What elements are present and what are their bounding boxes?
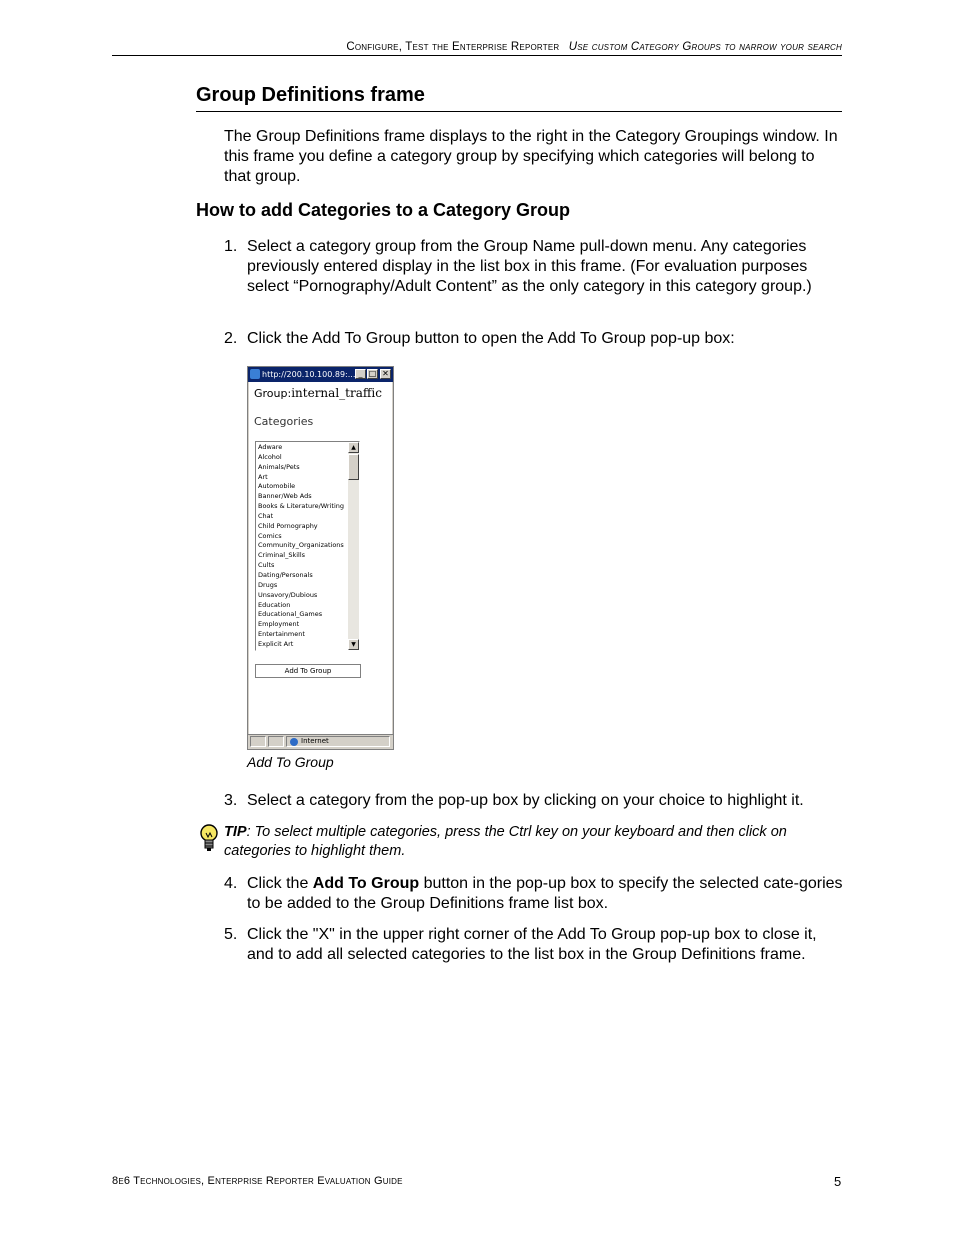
header-topic: Use custom Category Groups to narrow your search (568, 41, 842, 53)
group-label: Group: (254, 387, 292, 400)
category-list-item[interactable]: Dating/Personals (258, 570, 313, 579)
listbox-scrollbar[interactable] (348, 442, 359, 650)
scroll-down-icon[interactable]: ▼ (348, 639, 359, 650)
category-list-item[interactable]: Entertainment (258, 630, 305, 639)
status-bar (248, 734, 393, 749)
tip-label: TIP (224, 824, 247, 840)
maximize-icon[interactable]: □ (368, 369, 377, 378)
step-text: Click the Add To Group button to open the Add To Group pop-up box: (247, 330, 735, 347)
category-list-item[interactable]: Employment (258, 620, 300, 629)
category-list-item[interactable]: Explicit Art (258, 639, 294, 648)
step-number: 4. (224, 875, 238, 892)
group-name-line (254, 386, 382, 400)
popup-content (249, 382, 392, 736)
step-text: Select a category from the pop-up box by clicking on your choice to highlight it. (247, 792, 804, 809)
step-text: Select a category group from the Group Name pull-down menu. Any categories previously entered display in the list box in this frame. (For evaluation purposes select “Pornography/Adult Content” as the only category in this category group.) (247, 238, 812, 295)
step-text: Click the "X" in the upper right corner of the Add To Group pop-up box to close it, and to add all selected categories to the list box in the Group Definitions frame. (247, 926, 817, 963)
category-list-item[interactable]: Chat (258, 511, 274, 520)
category-list-item[interactable]: Art (258, 472, 268, 481)
category-list-item[interactable]: Automobile (258, 482, 296, 491)
tip-note (224, 823, 844, 861)
step-number: 1. (224, 238, 238, 255)
category-list-item[interactable]: Books & Literature/Writing (258, 502, 344, 511)
globe-icon (290, 738, 298, 746)
status-cell (250, 736, 266, 747)
page-number: 5 (834, 1174, 842, 1189)
category-list-item[interactable]: Comics (258, 531, 282, 540)
category-list (256, 442, 359, 650)
page-footer: 8e6 Technologies, Enterprise Reporter Evaluation Guide (112, 1175, 403, 1187)
zone-cell (286, 736, 390, 747)
category-list-item[interactable]: Adware (258, 443, 283, 451)
step-number: 3. (224, 792, 238, 809)
tip-text: : To select multiple categories, press the Ctrl key on your keyboard and then click on categories to highlight them. (224, 824, 787, 859)
step-number: 2. (224, 330, 238, 347)
category-list-item[interactable]: Animals/Pets (258, 462, 300, 471)
zone-label: Internet (301, 737, 329, 745)
category-list-item[interactable]: Unsavory/Dubious (258, 590, 318, 599)
category-list-item[interactable]: Child Pornography (258, 521, 318, 530)
section-title: Group Definitions frame (196, 84, 842, 112)
categories-listbox[interactable] (255, 441, 360, 651)
categories-label: Categories (254, 415, 314, 428)
step-number: 5. (224, 926, 238, 943)
figure-caption: Add To Group (247, 754, 334, 770)
running-header (112, 41, 842, 56)
intro-paragraph: The Group Definitions frame displays to the right in the Category Groupings window. In this frame you define a category group by specifying which categories will belong to that group. (224, 128, 838, 185)
add-to-group-emphasis: Add To Group (312, 875, 420, 892)
category-list-item[interactable]: Banner/Web Ads (258, 492, 312, 501)
step-text-part: button in the pop-up box to specify the selected cate-gories to be added to the Group Definitions frame list box. (247, 875, 843, 912)
step-5 (224, 925, 844, 965)
category-list-item[interactable]: Cults (258, 561, 275, 570)
step-3 (224, 791, 844, 811)
category-list-item[interactable]: Alcohol (258, 452, 282, 461)
scroll-up-icon[interactable]: ▲ (348, 442, 359, 453)
minimize-icon[interactable]: _ (355, 369, 366, 379)
step-1 (224, 237, 844, 297)
scroll-thumb[interactable] (348, 454, 359, 480)
status-cell (268, 736, 284, 747)
header-section: Configure, Test the Enterprise Reporter (346, 41, 560, 53)
close-icon[interactable]: ✕ (380, 369, 391, 379)
step-4 (224, 874, 844, 914)
step-text-part: Click the (247, 875, 313, 892)
browser-icon (250, 369, 260, 379)
popup-title: http://200.10.100.89:... (262, 370, 356, 379)
step-2 (224, 329, 844, 349)
add-to-group-button[interactable]: Add To Group (255, 664, 361, 678)
category-list-item[interactable]: Educational_Games (258, 610, 323, 619)
group-value: internal_traffic (291, 386, 382, 400)
category-list-item[interactable]: Criminal_Skills (258, 551, 306, 560)
step-text (247, 874, 844, 914)
subsection-title: How to add Categories to a Category Group (196, 200, 571, 220)
lightbulb-icon (198, 823, 220, 853)
category-list-item[interactable]: Education (258, 600, 291, 609)
popup-title-bar (248, 367, 393, 382)
category-list-item[interactable]: Drugs (258, 580, 278, 589)
add-to-group-popup-window (247, 366, 394, 750)
category-list-item[interactable]: Community_Organizations (258, 541, 344, 550)
